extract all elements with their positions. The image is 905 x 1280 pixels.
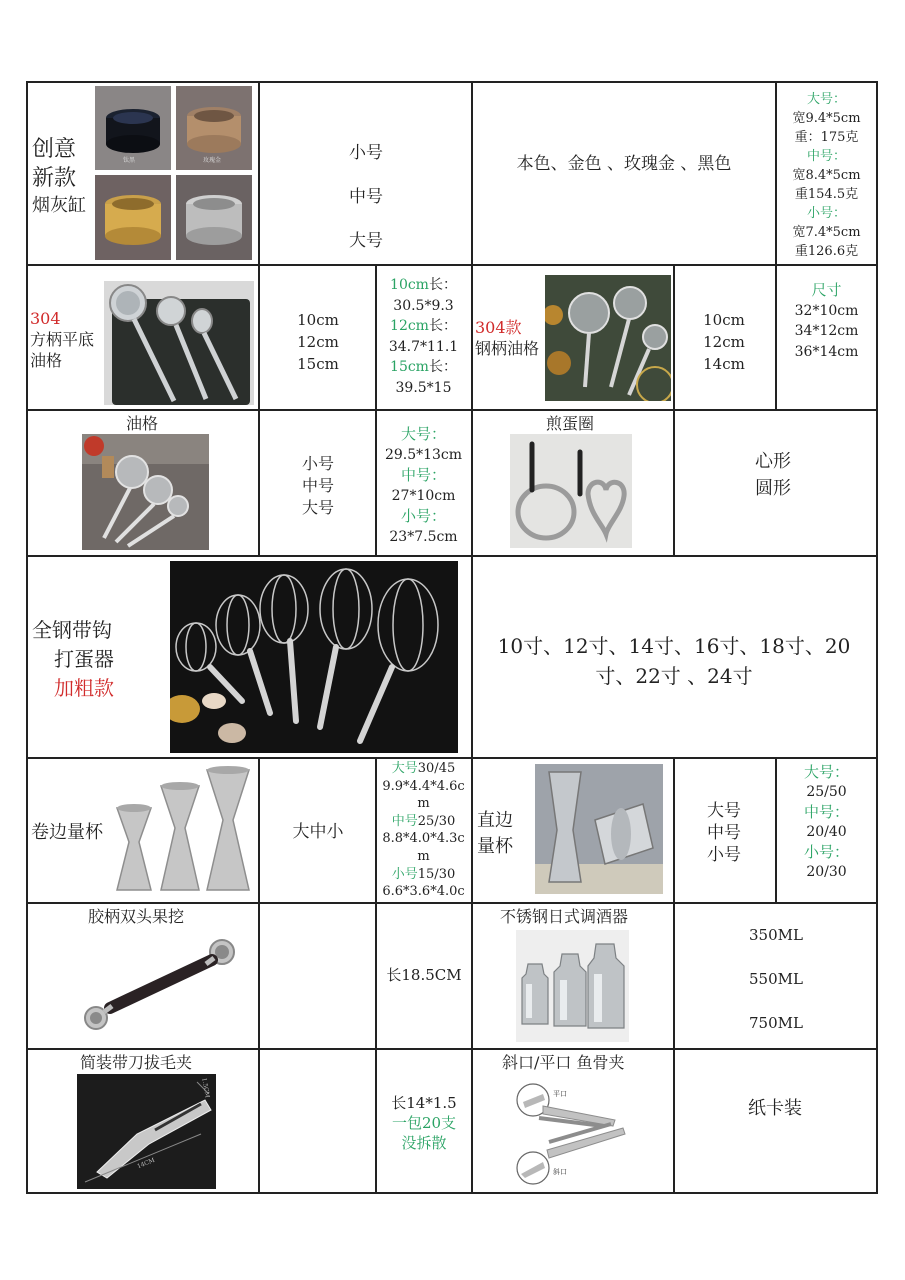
- col-divider: [673, 264, 675, 411]
- col-divider: [471, 409, 473, 557]
- table-border-left: [26, 81, 28, 1194]
- size-list: 大号 中号 小号: [707, 801, 741, 865]
- col-divider: [471, 1048, 473, 1194]
- col-divider: [471, 81, 473, 266]
- col-divider: [471, 902, 473, 1050]
- photo-caption: 钛黑: [123, 157, 136, 164]
- col-divider: [673, 757, 675, 904]
- size-range: 10寸、12寸、14寸、16寸、18寸、20 寸、22寸 、24寸: [497, 634, 851, 688]
- size-list: 350ML 550ML 750ML: [749, 926, 803, 1032]
- col-divider: [775, 81, 777, 266]
- product-name: 304 方柄平底 油格: [30, 309, 95, 370]
- color-options: 本色、金色 、玫瑰金 、黑色: [516, 154, 732, 174]
- row-divider: [26, 264, 878, 266]
- fishbone-tweezer-photo: [513, 1076, 626, 1188]
- whisk-photo: [170, 561, 458, 753]
- size-range: 大中小: [292, 822, 344, 842]
- product-title: 斜口/平口 鱼骨夹: [502, 1053, 625, 1072]
- col-divider: [258, 264, 260, 411]
- packaging: 纸卡装: [748, 1098, 802, 1119]
- photo-caption: 玫瑰金: [203, 157, 222, 164]
- row-divider: [26, 409, 878, 411]
- strainer-photo: [545, 275, 671, 401]
- row-divider: [26, 902, 878, 904]
- product-name: 创意 新款: [32, 137, 77, 191]
- col-divider: [258, 902, 260, 1050]
- product-name-sub: 烟灰缸: [32, 195, 86, 216]
- oil-strainer-photo: [82, 434, 209, 550]
- skimmer-photo: [104, 281, 254, 405]
- jigger-photo: [113, 764, 257, 898]
- size-list: 小号 中号 大号: [301, 454, 334, 517]
- col-divider: [258, 757, 260, 904]
- spec-list: 尺寸 32*10cm 34*12cm 36*14cm: [794, 281, 859, 360]
- table-border-top: [26, 81, 878, 83]
- product-name: 304款 钢柄油格: [475, 318, 540, 358]
- table-border-bottom: [26, 1192, 878, 1194]
- shaker-photo: [516, 930, 629, 1042]
- col-divider: [258, 1048, 260, 1194]
- size-list: 10cm 12cm 14cm: [703, 311, 745, 373]
- spec-list: 大号： 宽9.4*5cm 重：175克 中号： 宽8.4*5cm 重154.5克 小号： 宽7.4*5cm 重126.6克: [792, 92, 861, 259]
- col-divider: [673, 409, 675, 557]
- table-border-right: [876, 81, 878, 1194]
- col-divider: [775, 757, 777, 904]
- straight-jigger-photo: [535, 764, 663, 894]
- row-divider: [26, 1048, 878, 1050]
- photo-label: 14CM: [136, 1156, 156, 1171]
- product-title: 简装带刀拔毛夹: [80, 1053, 193, 1072]
- photo-label: 平口: [553, 1090, 567, 1098]
- col-divider: [258, 81, 260, 266]
- photo-label: 斜口: [553, 1168, 567, 1176]
- product-name: 卷边量杯: [31, 822, 103, 843]
- col-divider: [673, 902, 675, 1050]
- product-title: 煎蛋圈: [546, 414, 595, 433]
- egg-ring-photo: [510, 434, 632, 548]
- spec-list: 长14*1.5 一包20支 没拆散: [391, 1094, 457, 1152]
- col-divider: [375, 1048, 377, 1194]
- spec-list: 10cm长： 30.5*9.3 12cm长： 34.7*11.1 15cm长： 39.5*15: [388, 277, 459, 396]
- row-divider: [26, 555, 878, 557]
- spec-list: 大号30/45 9.9*4.4*4.6c m 中号25/30 8.8*4.0*4.3c m 小号15/30 6.6*3.6*4.0c: [382, 761, 465, 900]
- row-divider: [26, 757, 878, 759]
- photo-label: 1.5CM: [200, 1077, 211, 1099]
- tweezer-photo: [77, 1074, 216, 1189]
- product-title: 胶柄双头果挖: [88, 907, 185, 926]
- col-divider: [775, 264, 777, 411]
- product-name: 全钢带钩 打蛋器 加粗款: [32, 618, 114, 700]
- shape-list: 心形 圆形: [755, 451, 791, 499]
- col-divider: [673, 1048, 675, 1194]
- product-title: 油格: [126, 414, 159, 433]
- col-divider: [471, 555, 473, 759]
- col-divider: [471, 757, 473, 904]
- spec-value: 长18.5CM: [386, 966, 462, 984]
- col-divider: [258, 409, 260, 557]
- product-title: 不锈钢日式调酒器: [500, 907, 629, 926]
- col-divider: [471, 264, 473, 411]
- size-list: 小号 中号 大号: [349, 143, 383, 251]
- ashtray-photo: [95, 86, 252, 260]
- size-list: 10cm 12cm 15cm: [297, 311, 339, 373]
- spec-list: 大号： 25/50 中号： 20/40 小号： 20/30: [803, 763, 849, 880]
- melon-baller-photo: [74, 930, 244, 1040]
- spec-list: 大号： 29.5*13cm 中号： 27*10cm 小号： 23*7.5cm: [384, 425, 463, 545]
- col-divider: [375, 902, 377, 1050]
- product-name: 直边 量杯: [477, 810, 513, 857]
